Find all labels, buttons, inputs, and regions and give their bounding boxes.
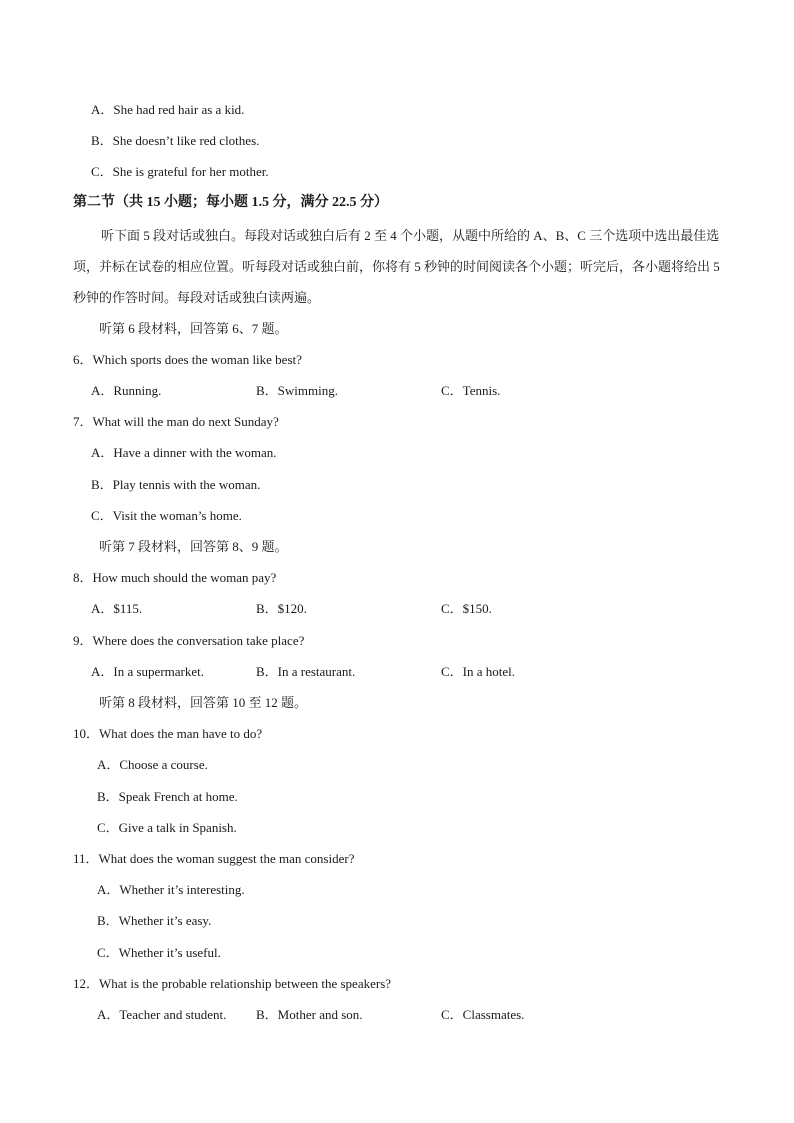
q8-option-c: C．$150. [441, 601, 492, 616]
q9-option-c: C．In a hotel. [441, 664, 516, 679]
section-title: 第二节（共 15 小题；每小题 1.5 分，满分 22.5 分） [73, 195, 388, 210]
material-7-heading: 听第 7 段材料，回答第 8、9 题。 [99, 539, 288, 554]
q9-stem: 9．Where does the conversation take place? [73, 633, 305, 648]
q11-option-c: C．Whether it’s useful. [97, 945, 221, 960]
q12-option-c: C．Classmates. [441, 1007, 525, 1022]
q12-option-a: A．Teacher and student. [97, 1007, 227, 1022]
q5-option-c: C．She is grateful for her mother. [91, 164, 269, 179]
q12-option-b: B．Mother and son. [256, 1007, 363, 1022]
q7-option-b: B．Play tennis with the woman. [91, 477, 261, 492]
material-8-heading: 听第 8 段材料，回答第 10 至 12 题。 [99, 695, 308, 710]
q6-option-c: C．Tennis. [441, 383, 501, 398]
q9-option-b: B．In a restaurant. [256, 664, 356, 679]
q8-option-b: B．$120. [256, 601, 307, 616]
q6-stem: 6．Which sports does the woman like best? [73, 352, 302, 367]
q12-stem: 12．What is the probable relationship between the speakers? [73, 976, 392, 991]
section-instructions: 听下面 5 段对话或独白。每段对话或独白后有 2 至 4 个小题，从题中所给的 A、B、C 三个选项中选出最佳选项，并标在试卷的相应位置。听每段对话或独白前，你将有 5 秒钟的时间阅读各个小题；听完后，各小题将给出 5 秒钟的作答时间。每段对话或独白读两遍。 [73, 228, 720, 305]
q6-option-a: A．Running. [91, 383, 162, 398]
q5-option-a: A．She had red hair as a kid. [91, 102, 245, 117]
q8-option-a: A．$115. [91, 601, 143, 616]
q11-stem: 11．What does the woman suggest the man consider? [73, 851, 355, 866]
q7-option-c: C．Visit the woman’s home. [91, 508, 242, 523]
q7-option-a: A．Have a dinner with the woman. [91, 445, 277, 460]
q10-option-b: B．Speak French at home. [97, 789, 238, 804]
q9-option-a: A．In a supermarket. [91, 664, 204, 679]
q5-option-b: B．She doesn’t like red clothes. [91, 133, 260, 148]
q10-option-c: C．Give a talk in Spanish. [97, 820, 237, 835]
q6-option-b: B．Swimming. [256, 383, 338, 398]
material-6-heading: 听第 6 段材料，回答第 6、7 题。 [99, 321, 288, 336]
q11-option-b: B．Whether it’s easy. [97, 913, 212, 928]
q10-option-a: A．Choose a course. [97, 757, 208, 772]
q11-option-a: A．Whether it’s interesting. [97, 882, 245, 897]
q7-stem: 7．What will the man do next Sunday? [73, 414, 279, 429]
q10-stem: 10．What does the man have to do? [73, 726, 263, 741]
q8-stem: 8．How much should the woman pay? [73, 570, 277, 585]
